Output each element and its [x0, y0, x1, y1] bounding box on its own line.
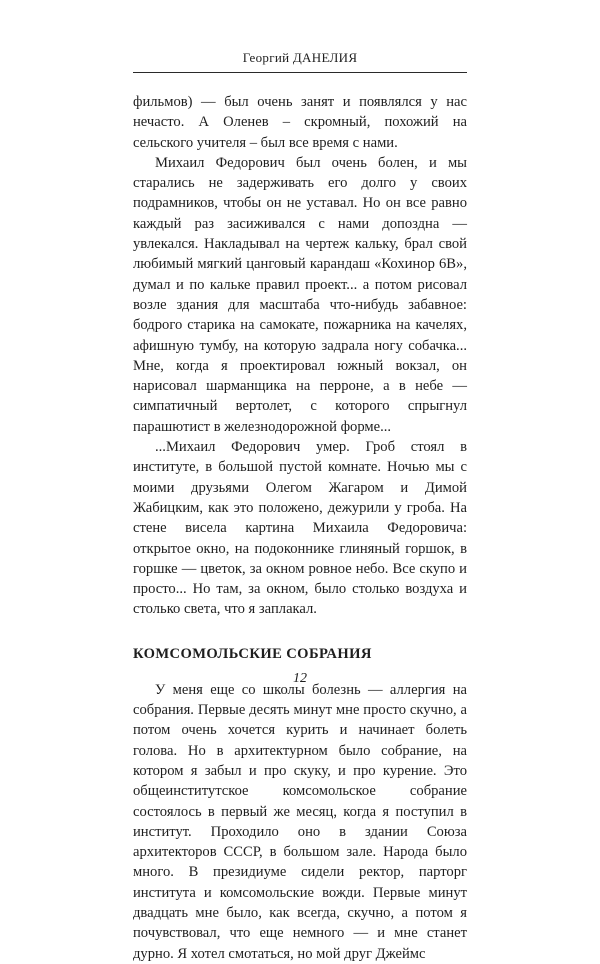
header-rule [133, 72, 467, 73]
paragraph: Михаил Федорович был очень болен, и мы старались не задерживать его долго у своих подрамников, чтобы он не уставал. Но он все равно каждый раз засиживался с нами допоздна — увлекался. Накладывал на чертеж кальку, брал свой любимый мягкий цанговый карандаш «Кохинор 6В», думал и по кальке правил проект... а потом рисовал возле здания для масштаба что-нибудь забавное: бодрого старика на самокате, пожарника на качелях, афишную тумбу, на которую задрала ногу собачка... Мне, когда я проектировал южный вокзал, он нарисовал шарманщика на перроне, а в небе — симпатичный вертолет, с которого спрыгнул парашютист в железнодорожной форме... [133, 154, 467, 435]
paragraph-continued: фильмов) — был очень занят и появлялся у нас нечасто. А Оленев – скромный, похожий на сельского учителя – был все время с нами. [133, 94, 467, 151]
running-header: Георгий ДАНЕЛИЯ [242, 50, 358, 65]
text-block [133, 92, 467, 964]
section-heading: КОМСОМОЛЬСКИЕ СОБРАНИЯ [133, 645, 372, 662]
paragraph: ...Михаил Федорович умер. Гроб стоял в институте, в большой пустой комнате. Ночью мы с моими друзьями Олегом Жагаром и Димой Жабицким, как это положено, дежурили у гроба. На стене висела картина Михаила Федоровича: открытое окно, на подоконнике глиняный горшок, в горшке — цветок, за окном ровное небо. Все скупо и просто... Но там, за окном, было столько воздуха и столько света, что я заплакал. [133, 439, 467, 618]
page-number: 12 [293, 671, 307, 686]
paragraph: У меня еще со школы болезнь — аллергия на собрания. Первые десять минут мне просто скучно, а потом очень хочется курить и начинает болеть голова. Но в архитектурном было собрание, на котором я забыл и про скуку, и про курение. Это общеинститутское комсомольское собрание состоялось в первый же месяц, когда я поступил в институт. Проходило оно в здании Союза архитекторов СССР, в большом зале. Народа было много. В президиуме сидели ректор, парторг института и комсомольские вожди. Первые минут двадцать мне было, как всегда, скучно, а потом я почувствовал, что еще немного — и мне станет дурно. Я хотел смотаться, но мой друг Джеймс [133, 681, 467, 962]
